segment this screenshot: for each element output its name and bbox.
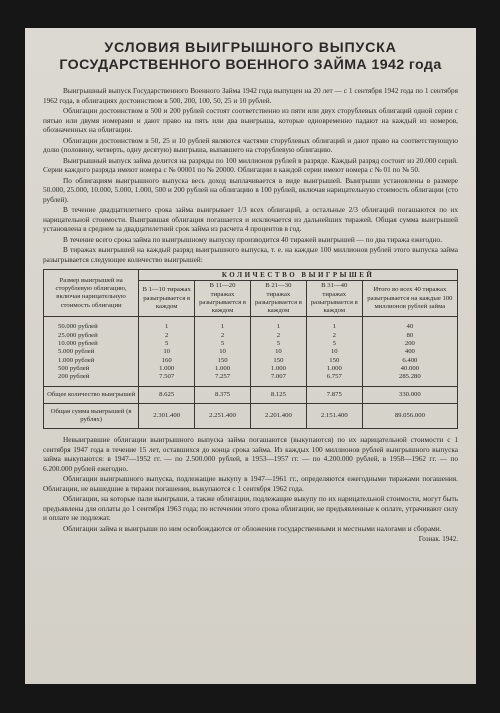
count-value: 5 <box>276 340 281 348</box>
table-header-col: В 11—20 тиражах разыгрывается в каждом <box>195 281 251 317</box>
count-cell-total <box>362 317 457 386</box>
denomination-value: 5.000 рублей <box>58 348 95 356</box>
table-header-col: В 1—10 тиражах разыгрывается в каждом <box>139 281 195 317</box>
paragraph-payment-deadline: Облигации, на которые пали выигрыши, а также облигации, подлежащие выкупу по их нарицательной стоимости, могут быть предъявлены для оплаты до 1 сентября 1963 года; по истечении этого срока облигации, не предъявленные к оплате, утрачивают силу и оплате не подлежат. <box>43 494 458 523</box>
count-value: 150 <box>329 356 340 364</box>
title-line-1: УСЛОВИЯ ВЫИГРЫШНОГО ВЫПУСКА <box>104 40 397 56</box>
total-sum-label: Общая сумма выигрышей (в рублях) <box>44 403 139 429</box>
document-title <box>43 40 458 74</box>
count-value: 1 <box>332 323 336 331</box>
total-sum-value: 2.201.400 <box>250 403 306 429</box>
title-line-2: ГОСУДАРСТВЕННОГО ВОЕННОГО ЗАЙМА 1942 года <box>59 57 442 73</box>
count-value: 1.000 <box>270 364 286 372</box>
paragraph-table-intro: В тиражах выигрышей на каждый разряд выигрышного выпуска, т. е. на каждые 100 миллионов рублей этого выпуска займа разыгрывается следующее количество выигрышей: <box>43 245 458 264</box>
total-count-value: 8.625 <box>139 386 195 403</box>
table-header-col: Итого во всех 40 тиражах разыгрывается на каждые 100 миллионов рублей займа <box>362 281 457 317</box>
count-value: 7.507 <box>159 373 175 381</box>
prize-table <box>43 269 458 429</box>
denomination-value: 200 рублей <box>58 373 90 381</box>
denomination-value: 1.000 рублей <box>58 356 95 364</box>
count-value: 1.000 <box>215 364 231 372</box>
paragraph-tax-exempt: Облигации займа и выигрыши по ним освобождаются от обложения государственными и местными налогами и сборами. <box>63 523 442 533</box>
table-header-col: В 31—40 тиражах разыгрывается в каждом <box>306 281 362 317</box>
count-value: 2 <box>220 331 225 339</box>
paragraph-twenty-years: В течение двадцатилетнего срока займа выигрывает 1/3 всех облигаций, а остальные 2/3 облигаций погашаются по их нарицательной стоимости. Выигравшая облигация погашается и исключается из дальнейших тиражей. Общая сумма выигрышей установлена в среднем за двадцатилетний срок займа из расчета 4 процентов в год. <box>43 205 458 233</box>
paragraph-redemption: Невыигравшие облигации выигрышного выпуска займа погашаются (выкупаются) по их нарицательной стоимости с 1 сентября 1947 года в течение 15 лет, оставшихся до конца срока займа. Из каждых 100 миллионов рублей выигрышного выпуска займа выкупаются: в 1947—1952 гг. — по 2.500.000 рублей, в 1953—1957 гг. — по 4.200.000 рублей, в 1958—1962 гг. — по 6.200.000 рублей ежегодно. <box>43 435 458 473</box>
table-header-group: КОЛИЧЕСТВО ВЫИГРЫШЕЙ <box>139 270 458 281</box>
paragraph-categories: Выигрышный выпуск займа делится на разряды по 100 миллионов рублей в разряде. Каждый разряд состоит из 20.000 серий. Серии каждого разряда имеют номера с № 00001 по № 20000. Облигации в каждой серии имеют номера с № 01 по № 50. <box>43 155 458 174</box>
total-sum-value: 2.151.400 <box>306 403 362 429</box>
paragraph-500-200: Облигации достоинством в 500 и 200 рублей состоят соответственно из пяти или двух сторублевых облигаций одной серии с пятью или двумя номерами и дают право на пять или два выигрыша, которые одновременно падают на каждый из номеров, обозначенных на облигации. <box>43 106 458 134</box>
count-cell-31-40 <box>306 317 362 386</box>
paragraph-redemption-draws: Облигации выигрышного выпуска, подлежащие выкупу в 1947—1961 гг., определяются ежегодными тиражами погашения. Облигации, не вышедшие в тиражи погашения, выкупаются с 1 сентября 1962 года. <box>43 474 458 493</box>
table-row <box>44 317 458 386</box>
paragraph-income: По облигациям выигрышного выпуска весь доход выплачивается в виде выигрышей. Выигрыши установлены в размере 50.000, 25.000, 10.000, 5.000, 1.000, 500 и 200 рублей на облигацию в 100 рублей, включая нарицательную стоимость облигации (сто рублей). <box>43 175 458 204</box>
count-value: 160 <box>161 356 172 364</box>
table-header-denomination: Размер выигрышей на сторублевую облигацию, включая нарицательную стоимость облигации <box>44 270 139 317</box>
total-count-label: Общее количество выигрышей <box>44 386 139 403</box>
denomination-value: 25.000 рублей <box>58 331 98 339</box>
count-value: 7.007 <box>270 373 286 381</box>
count-value: 80 <box>406 331 414 339</box>
count-value: 5 <box>164 340 169 348</box>
count-value: 40.000 <box>400 364 420 372</box>
count-value: 400 <box>404 348 415 356</box>
count-value: 200 <box>404 340 415 348</box>
total-sum-value: 2.301.400 <box>139 403 195 429</box>
count-value: 10 <box>330 348 338 356</box>
count-value: 1.000 <box>326 364 342 372</box>
paragraph-50-25-10: Облигации достоинством в 50, 25 и 10 рублей являются частями сторублевых облигаций и дают право на соответствующую долю (половину, четверть, одну десятую) выигрыша, выпавшего на сторублевую облигацию. <box>43 135 458 154</box>
table-header-row <box>44 270 458 281</box>
table-header-col: В 21—30 тиражах разыгрывается в каждом <box>250 281 306 317</box>
table-row-total-sum <box>44 403 458 429</box>
count-cell-11-20 <box>195 317 251 386</box>
count-value: 285.280 <box>398 373 421 381</box>
paragraph-issue-term: Выигрышный выпуск Государственного Военного Займа 1942 года выпущен на 20 лет — с 1 сентября 1942 года по 1 сентября 1962 года, в облигациях достоинством в 500, 200, 100, 50, 25 и 10 рублей. <box>43 86 458 105</box>
count-value: 2 <box>332 331 336 339</box>
count-value: 6.400 <box>402 356 418 364</box>
count-value: 6.757 <box>326 373 342 381</box>
count-value: 150 <box>273 356 284 364</box>
printer-mark: Гознак. 1942. <box>418 535 458 544</box>
total-sum-value: 2.251.400 <box>195 403 251 429</box>
count-cell-21-30 <box>250 317 306 386</box>
denomination-value: 50.000 рублей <box>58 323 98 331</box>
count-value: 10 <box>219 348 226 356</box>
count-value: 5 <box>220 340 225 348</box>
paragraph-draws: В течение всего срока займа по выигрышному выпуску производится 40 тиражей выигрышей — по два тиража ежегодно. <box>63 234 443 244</box>
count-value: 7.257 <box>215 373 231 381</box>
table-row-total-count <box>44 386 458 403</box>
count-value: 10 <box>275 348 282 356</box>
count-value: 150 <box>217 356 228 364</box>
count-value: 2 <box>276 331 281 339</box>
total-count-value: 8.375 <box>195 386 251 403</box>
count-cell-1-10 <box>139 317 195 386</box>
total-count-value: 7.875 <box>306 386 362 403</box>
denomination-value: 500 рублей <box>58 364 90 372</box>
total-count-value: 330.000 <box>362 386 457 403</box>
total-sum-value: 89.056.000 <box>362 403 457 429</box>
denomination-cell <box>44 317 139 386</box>
count-value: 1 <box>276 323 281 331</box>
count-value: 40 <box>406 323 414 331</box>
count-value: 1.000 <box>159 364 175 372</box>
denomination-value: 10.000 рублей <box>58 340 98 348</box>
total-count-value: 8.125 <box>250 386 306 403</box>
count-value: 10 <box>163 348 170 356</box>
document-body <box>43 86 458 545</box>
count-value: 2 <box>164 331 169 339</box>
count-value: 5 <box>332 340 336 348</box>
bond-sheet <box>25 28 476 684</box>
count-value: 1 <box>220 323 225 331</box>
count-value: 1 <box>164 323 169 331</box>
footer-row <box>43 535 458 545</box>
